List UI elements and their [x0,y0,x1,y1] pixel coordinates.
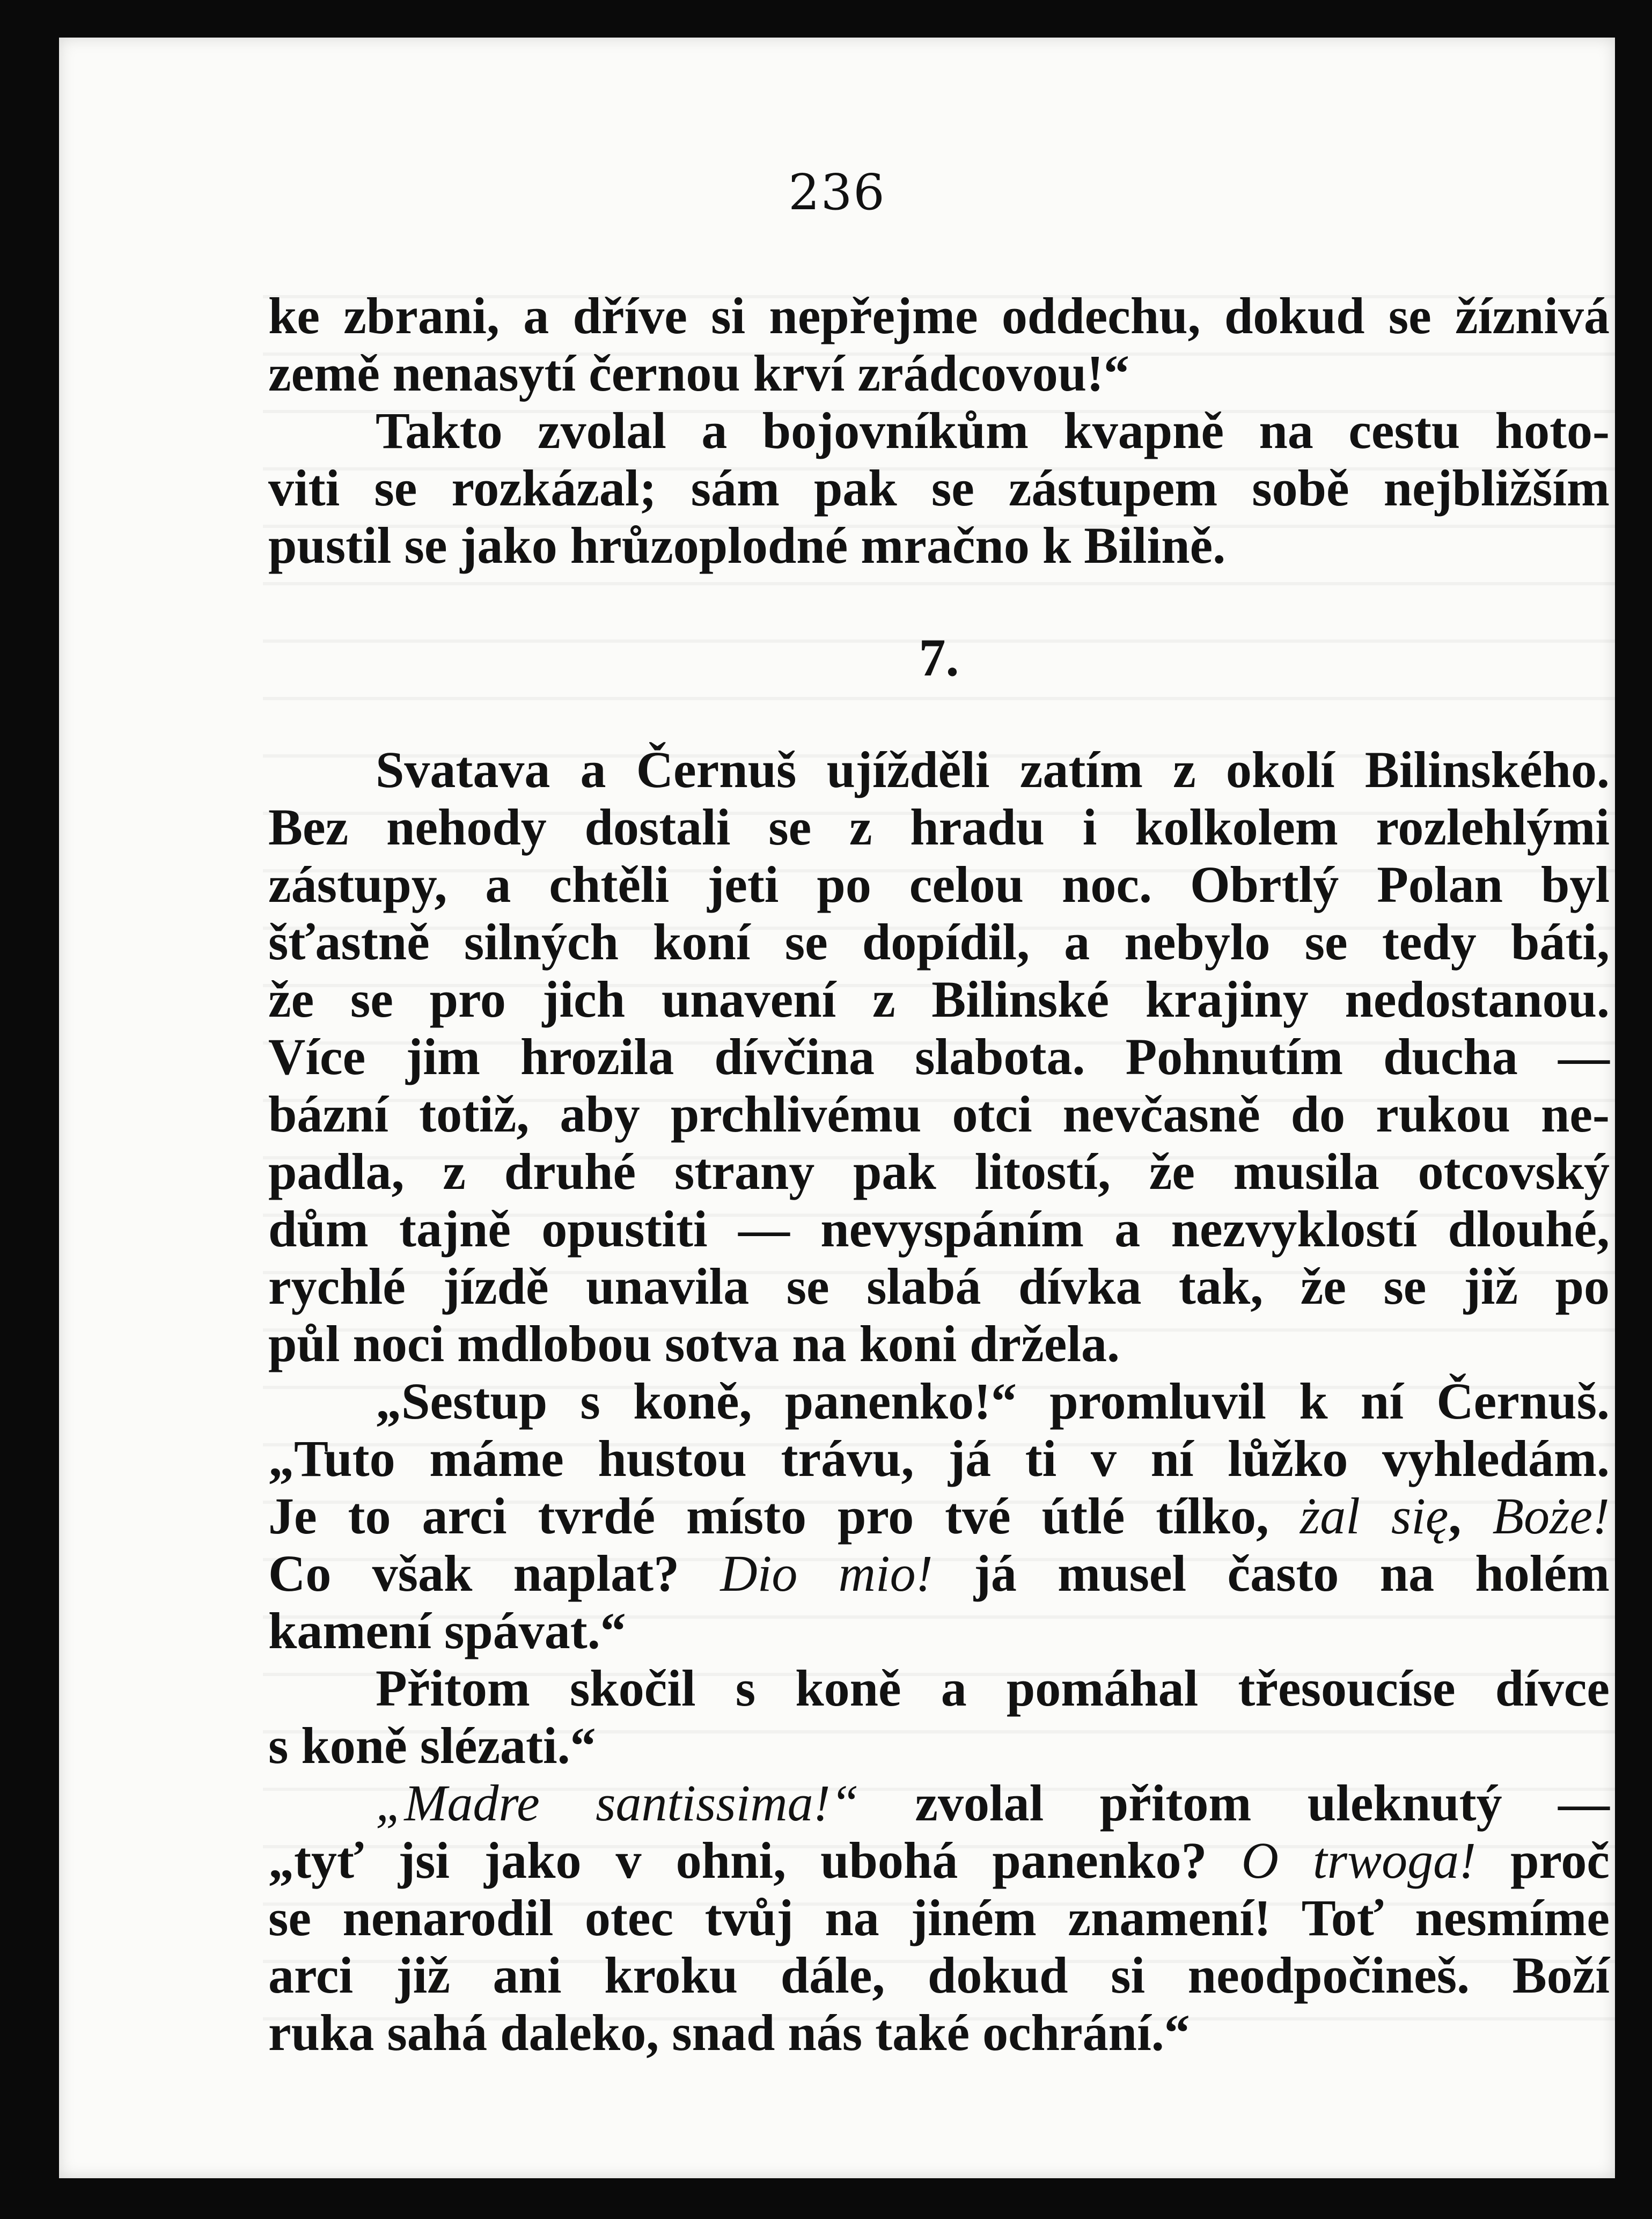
text-line: Takto zvolal a bojovníkům kvapně na cestu hoto- [376,402,1610,459]
text-line: kamení spávat.“ [268,1602,626,1659]
text-segment: Co však naplat? [268,1545,721,1602]
text-line [268,1832,1610,1889]
text-line: Bez nehody dostali se z hradu i kolkolem rozlehlými [268,798,1610,856]
text-line: padla, z druhé strany pak litostí, že musila otcovský [268,1143,1610,1200]
italic-phrase: O trwoga! [1241,1832,1477,1889]
text-line: dům tajně opustiti — nevyspáním a nezvyklostí dlouhé, [268,1200,1610,1258]
text-line: že se pro jich unavení z Bilinské krajiny nedostanou. [268,971,1610,1028]
text-line: s koně slézati.“ [268,1717,596,1774]
text-line: Svatava a Černuš ujížděli zatím z okolí Bilinského. [376,741,1610,798]
text-line: Více jim hrozila dívčina slabota. Pohnutím ducha — [268,1028,1610,1085]
text-line: Přitom skočil s koně a pomáhal třesoucíse dívce [376,1659,1610,1717]
text-line: ruka sahá daleko, snad nás také ochrání.“ [268,2004,1190,2061]
text-segment: zvolal přitom uleknutý — [858,1774,1610,1832]
text-line: se nenarodil otec tvůj na jiném znamení! Toť nesmíme [268,1889,1610,1946]
text-line: rychlé jízdě unavila se slabá dívka tak, že se již po [268,1258,1610,1315]
body-text [268,287,1610,2061]
text-segment: Je to arci tvrdé místo pro tvé útlé tílko, [268,1487,1300,1545]
italic-phrase: Boże! [1492,1487,1610,1545]
text-line: „Tuto máme hustou trávu, já ti v ní lůžko vyhledám. [268,1430,1610,1487]
italic-phrase: żal się [1299,1487,1449,1545]
text-line: zástupy, a chtěli jeti po celou noc. Obrtlý Polan byl [268,856,1610,913]
italic-phrase: „Madre santissima!“ [376,1774,859,1832]
text-segment: já musel často na holém [933,1545,1610,1602]
text-segment: , [1448,1487,1493,1545]
text-line [268,1487,1610,1545]
text-line: arci již ani kroku dále, dokud si neodpočineš. Boží [268,1946,1610,2004]
text-line [268,1545,1610,1602]
book-page [59,38,1615,2178]
page-number: 236 [788,164,886,221]
text-segment: „tyť jsi jako v ohni, ubohá panenko? [268,1832,1242,1889]
text-line: viti se rozkázal; sám pak se zástupem sobě nejbližším [268,459,1610,517]
text-line: půl noci mdlobou sotva na koni držela. [268,1315,1120,1372]
text-segment: proč [1476,1832,1610,1889]
text-line: ke zbrani, a dříve si nepřejme oddechu, dokud se žíznivá [268,287,1610,344]
text-line: země nenasytí černou krví zrádcovou!“ [268,344,1130,402]
chapter-heading: 7. [919,628,959,687]
text-line: „Sestup s koně, panenko!“ promluvil k ní Černuš. [376,1372,1610,1430]
text-line [268,1774,1610,1832]
text-line: bázní totiž, aby prchlivému otci nevčasně do rukou ne- [268,1085,1610,1143]
text-line: pustil se jako hrůzoplodné mračno k Bilině. [268,517,1226,574]
text-line: šťastně silných koní se dopídil, a nebylo se tedy báti, [268,913,1610,971]
italic-phrase: Dio mio! [720,1545,933,1602]
